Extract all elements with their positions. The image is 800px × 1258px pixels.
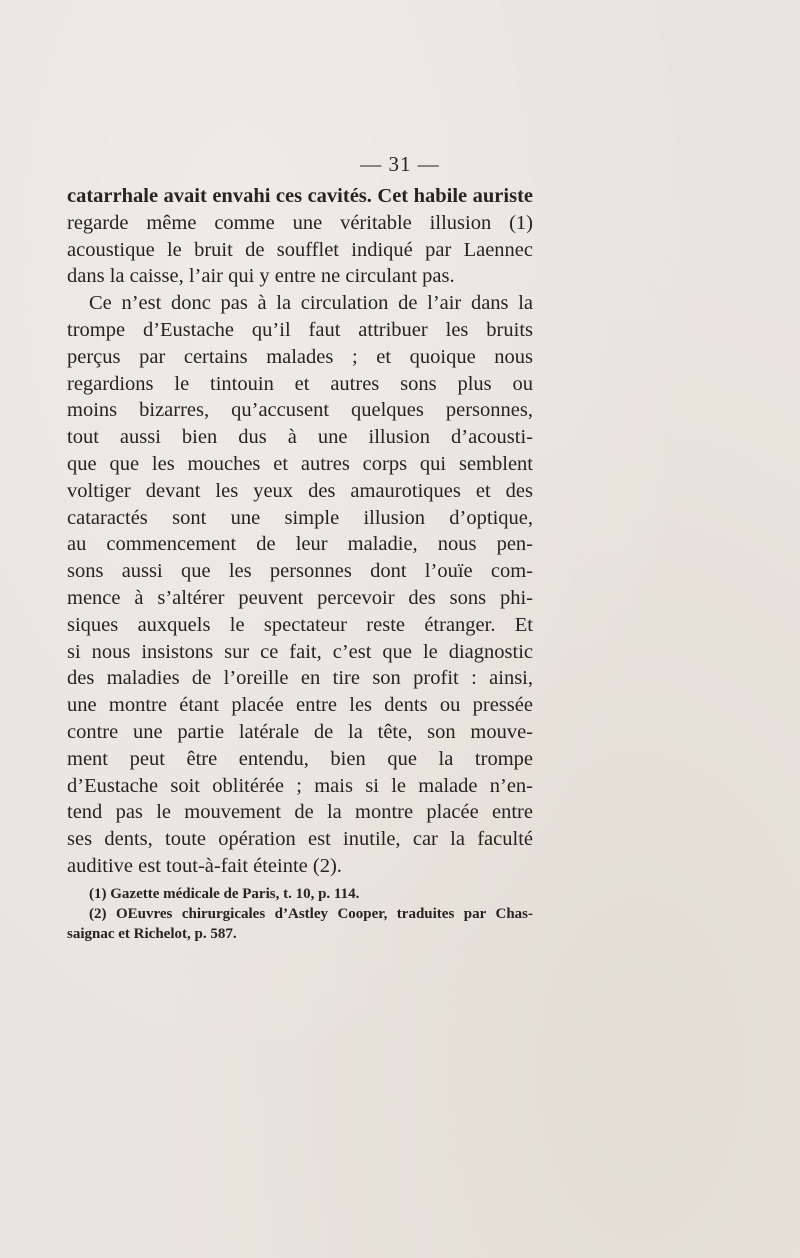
text-line: si nous insistons sur ce fait, c’est que le diagnostic: [67, 640, 533, 663]
text-line: Ce n’est donc pas à la circulation de l’air dans la: [89, 292, 533, 315]
text-line: une montre étant placée entre les dents ou pressée: [67, 694, 533, 717]
text-line: siques auxquels le spectateur reste étranger. Et: [67, 613, 533, 636]
text-line: d’Eustache soit oblitérée ; mais si le malade n’en-: [67, 774, 533, 797]
text-line: regarde même comme une véritable illusion (1): [67, 211, 533, 234]
footnotes: [67, 884, 533, 944]
page-number: — 31 —: [360, 152, 440, 176]
footnote-2: (2) OEuvres chirurgicales d’Astley Cooper, traduites par Chas-: [89, 906, 533, 922]
footnote-1: (1) Gazette médicale de Paris, t. 10, p. 114.: [89, 886, 360, 902]
text-line: dans la caisse, l’air qui y entre ne circulant pas.: [67, 265, 455, 288]
text-line: tout aussi bien dus à une illusion d’acousti-: [67, 426, 533, 449]
text-line: tend pas le mouvement de la montre placée entre: [67, 801, 533, 824]
text-line: regardions le tintouin et autres sons plus ou: [67, 372, 533, 395]
footnote-2-continued: saignac et Richelot, p. 587.: [67, 926, 237, 942]
text-line: contre une partie latérale de la tête, son mouve-: [67, 720, 533, 743]
body-text: [67, 183, 533, 880]
text-line: acoustique le bruit de soufflet indiqué par Laennec: [67, 238, 533, 261]
text-line: voltiger devant les yeux des amaurotiques et des: [67, 479, 533, 502]
text-line: catarrhale avait envahi ces cavités. Cet habile auriste: [67, 185, 533, 207]
text-line: mence à s’altérer peuvent percevoir des sons phi-: [67, 586, 533, 609]
text-line: que que les mouches et autres corps qui semblent: [67, 452, 533, 475]
text-line: au commencement de leur maladie, nous pen-: [67, 533, 533, 556]
text-line: ment peut être entendu, bien que la trompe: [67, 747, 533, 770]
text-line: sons aussi que les personnes dont l’ouïe com-: [67, 560, 533, 583]
text-line: auditive est tout-à-fait éteinte (2).: [67, 854, 342, 877]
text-line: des maladies de l’oreille en tire son profit : ainsi,: [67, 667, 533, 690]
text-line: perçus par certains malades ; et quoique nous: [67, 345, 533, 368]
text-line: ses dents, toute opération est inutile, car la faculté: [67, 828, 533, 851]
text-line: moins bizarres, qu’accusent quelques personnes,: [67, 399, 533, 422]
text-line: trompe d’Eustache qu’il faut attribuer les bruits: [67, 318, 533, 341]
text-line: cataractés sont une simple illusion d’optique,: [67, 506, 533, 529]
